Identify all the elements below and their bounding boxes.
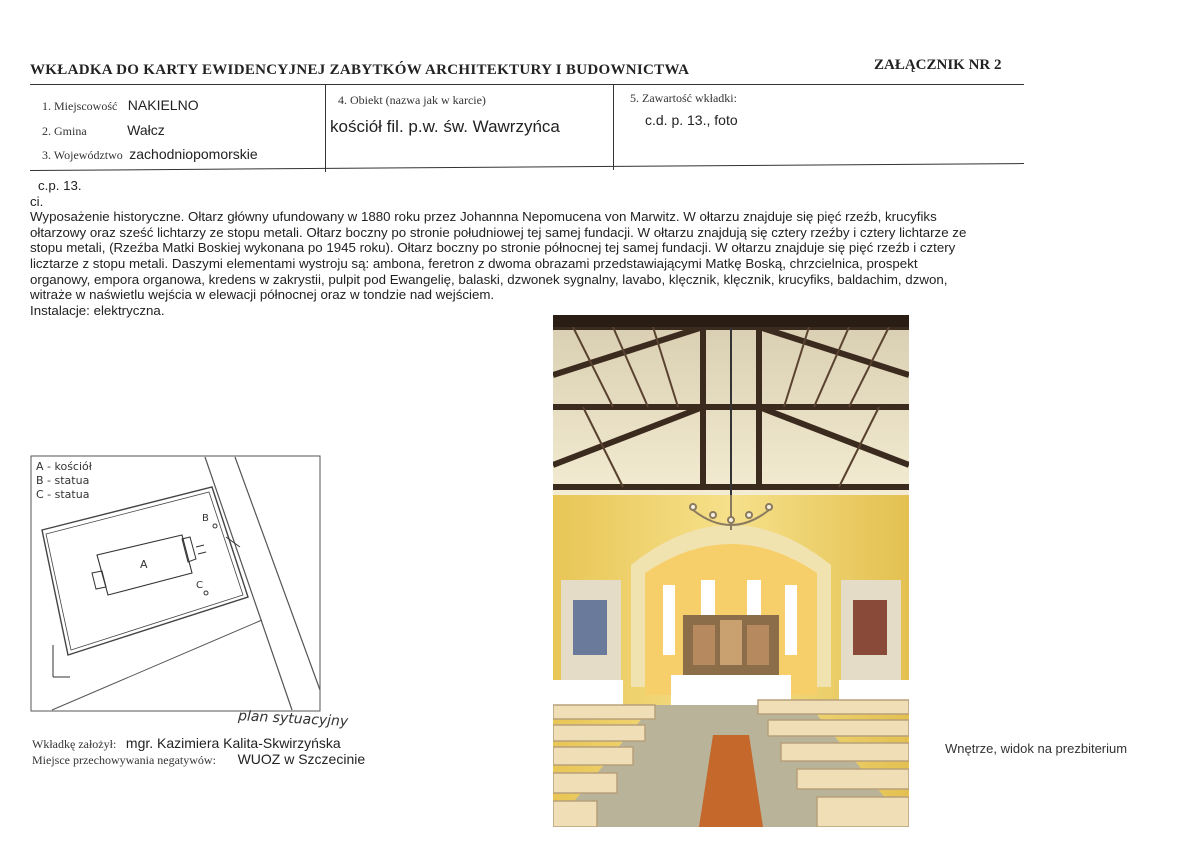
place-label: 1. Miejscowość <box>42 99 118 113</box>
place-field <box>42 97 199 115</box>
sketch-label-c: C <box>196 580 203 591</box>
object-value: kościół fil. p.w. św. Wawrzyńca <box>330 117 560 136</box>
annex-number: ZAŁĄCZNIK NR 2 <box>874 57 1002 73</box>
text-line: ołtarzowy oraz sześć lichtarzy ze stopu metali. Ołtarz boczny po stronie południowej tej samej fundacji. W ołtarzu znajdują się cztery rzeźby i cztery lichtarze ze <box>30 224 967 240</box>
founder-row <box>32 736 365 752</box>
header-rule-top <box>30 84 1024 85</box>
sketch-label-b: B <box>202 513 209 524</box>
legend-item: C - statua <box>36 488 90 501</box>
contents-label: 5. Zawartość wkładki: <box>630 91 737 105</box>
negatives-value: WUOZ w Szczecinie <box>237 751 366 767</box>
header-divider-2 <box>613 84 614 170</box>
commune-value: Wałcz <box>127 122 165 138</box>
header-rule-bottom <box>30 163 1024 171</box>
photo-caption: Wnętrze, widok na prezbiterium <box>945 741 1128 756</box>
footer <box>32 736 365 768</box>
sketch-label-a: A <box>140 558 148 571</box>
text-line: Instalacje: elektryczna. <box>30 302 165 318</box>
text-line: witraże w naświetlu wejścia w elewacji północnej oraz w tondzie nad wejściem. <box>30 287 495 303</box>
text-line: organowy, empora organowa, kredens w zakrystii, pulpit pod Ewangelię, balaski, dzwonek sygnalny, lavabo, klęcznik, klęcznik, krucyfiks, baldachim, dzwon, <box>30 271 948 287</box>
text-line: ci. <box>30 193 44 209</box>
plan-label: plan sytuacyjny <box>237 708 349 730</box>
header-divider-1 <box>325 84 326 172</box>
sketch-legend <box>36 460 92 502</box>
negatives-label: Miejsce przechowywania negatywów: <box>32 753 216 767</box>
text-line: stopu metali, (Rzeźba Matki Boskiej wykonana po 1945 roku). Ołtarz boczny po stronie północnej tej samej fundacji. W ołtarzu znajduje się pięć rzeźb i cztery <box>30 240 956 256</box>
commune-label: 2. Gmina <box>42 124 87 138</box>
voivodeship-field <box>42 146 258 164</box>
church-interior-photo <box>553 315 909 827</box>
negatives-row <box>32 752 365 768</box>
page-title: WKŁADKA DO KARTY EWIDENCYJNEJ ZABYTKÓW ARCHITEKTURY I BUDOWNICTWA <box>30 62 690 78</box>
text-line: Wyposażenie historyczne. Ołtarz główny ufundowany w 1880 roku przez Johannna Nepomucena von Marwitz. W ołtarzu znajduje się pięć rzeźb, krucyfiks <box>30 209 937 225</box>
founder-label: Wkładkę założył: <box>32 737 117 751</box>
object-label: 4. Obiekt (nazwa jak w karcie) <box>338 93 486 107</box>
legend-item: B - statua <box>36 474 90 487</box>
voivodeship-value: zachodniopomorskie <box>129 146 258 162</box>
legend-item: A - kościół <box>36 460 92 473</box>
place-value: NAKIELNO <box>127 97 199 113</box>
voivodeship-label: 3. Województwo <box>42 148 123 162</box>
commune-field <box>42 122 165 140</box>
text-line: c.p. 13. <box>38 178 82 193</box>
text-line: licztarze z stopu metali. Daszymi elementami wystroju są: ambona, feretron z dwoma obrazami przedstawiającymi Matkę Boską, chrzcielnica, prospekt <box>30 255 918 271</box>
description-text <box>30 178 1025 318</box>
founder-value: mgr. Kazimiera Kalita-Skwirzyńska <box>125 735 341 751</box>
contents-value: c.d. p. 13., foto <box>645 112 738 128</box>
